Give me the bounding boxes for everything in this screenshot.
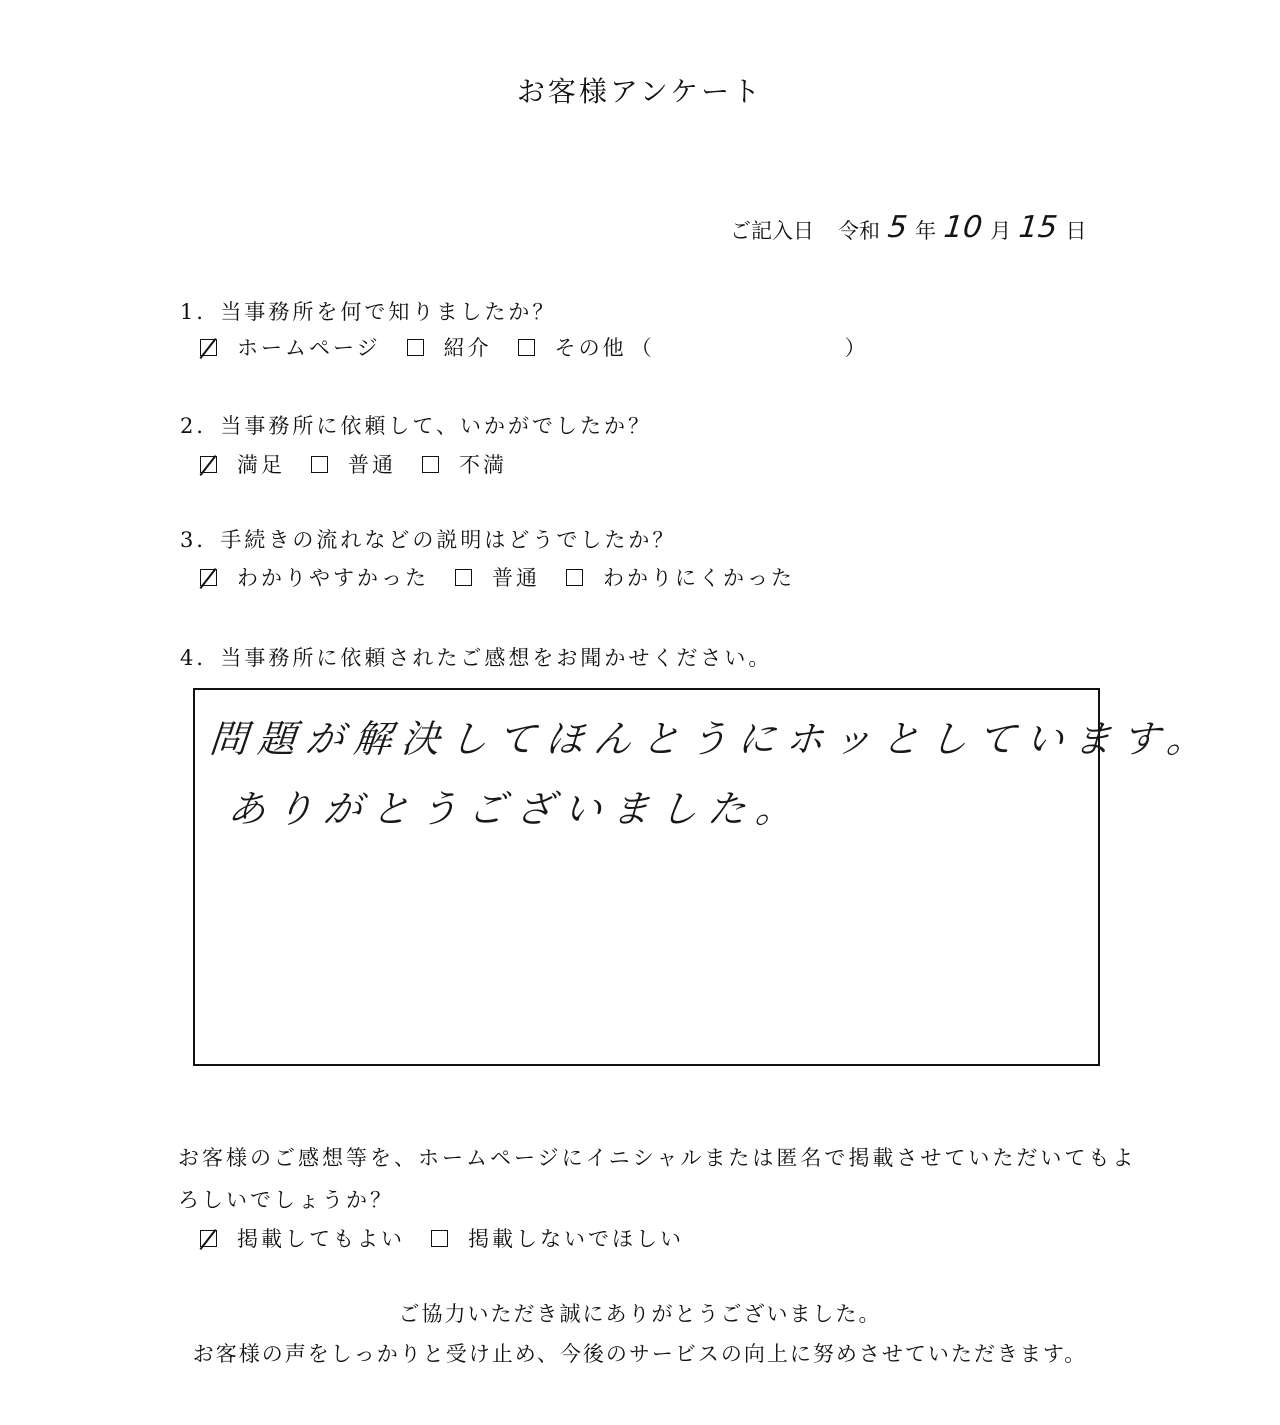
other-paren-close: ） <box>844 336 869 360</box>
date-label: ご記入日 <box>730 219 814 243</box>
option-easy[interactable] <box>200 562 429 592</box>
consent-question-line-1: お客様のご感想等を、ホームページにイニシャルまたは匿名で掲載させていただいてもよ <box>178 1146 1137 1170</box>
option-label: 満足 <box>237 453 285 477</box>
question-3-options <box>200 562 821 592</box>
date-era: 令和 <box>838 219 880 243</box>
consent-question-line-2: ろしいでしょうか？ <box>178 1188 394 1212</box>
checkbox-publish-ok[interactable] <box>200 1230 217 1247</box>
option-other[interactable] <box>518 332 869 362</box>
checkbox-dissatisfied[interactable] <box>422 456 439 473</box>
question-2-options <box>200 449 533 479</box>
option-normal[interactable] <box>455 562 540 592</box>
checkbox-homepage[interactable] <box>200 339 217 356</box>
date-day-value: 15 <box>1017 210 1060 245</box>
option-label: 紹介 <box>443 336 492 360</box>
option-normal[interactable] <box>311 449 396 479</box>
checkbox-normal[interactable] <box>311 456 328 473</box>
option-label: わかりにくかった <box>603 566 795 590</box>
question-3: 3．手続きの流れなどの説明はどうでしたか？ <box>180 528 677 552</box>
option-label: 普通 <box>492 566 540 590</box>
option-satisfied[interactable] <box>200 449 285 479</box>
option-label: 普通 <box>348 453 396 477</box>
option-label: わかりやすかった <box>237 566 429 590</box>
question-4: 4．当事務所に依頼されたご感想をお聞かせください。 <box>180 646 773 670</box>
option-dissatisfied[interactable] <box>422 449 507 479</box>
option-publish-ok[interactable] <box>200 1223 405 1253</box>
option-label: 不満 <box>459 453 507 477</box>
date-day-unit: 日 <box>1065 219 1087 243</box>
option-publish-no[interactable] <box>431 1223 684 1253</box>
footer-message: お客様の声をしっかりと受け止め、今後のサービスの向上に努めさせていただきます。 <box>192 1342 1088 1366</box>
page-title: お客様アンケート <box>516 75 764 108</box>
option-hard[interactable] <box>566 562 795 592</box>
question-1-options <box>200 332 895 362</box>
date-field <box>730 210 1086 245</box>
date-month-value: 10 <box>942 210 985 245</box>
checkbox-satisfied[interactable] <box>200 456 217 473</box>
option-label: 掲載してもよい <box>237 1227 405 1251</box>
comment-line-2: ありがとうございました。 <box>225 787 806 831</box>
date-month-unit: 月 <box>990 219 1012 243</box>
option-label: ホームページ <box>237 336 381 360</box>
date-year-unit: 年 <box>915 219 937 243</box>
question-2: 2．当事務所に依頼して、いかがでしたか？ <box>180 414 652 438</box>
option-homepage[interactable] <box>200 332 381 362</box>
checkbox-easy[interactable] <box>200 569 217 586</box>
option-label: 掲載しないでほしい <box>468 1227 684 1251</box>
checkbox-normal[interactable] <box>455 569 472 586</box>
footer-thanks: ご協力いただき誠にありがとうございました。 <box>398 1302 882 1326</box>
consent-options <box>200 1223 710 1253</box>
checkbox-referral[interactable] <box>407 339 424 356</box>
option-referral[interactable] <box>407 332 492 362</box>
date-year-value: 5 <box>886 210 909 245</box>
checkbox-other[interactable] <box>518 339 535 356</box>
other-paren-open: （ <box>630 336 655 360</box>
comment-line-1: 問題が解決してほんとうにホッとしています。 <box>207 717 1217 761</box>
checkbox-hard[interactable] <box>566 569 583 586</box>
question-1: 1．当事務所を何で知りましたか？ <box>180 300 557 324</box>
checkbox-publish-no[interactable] <box>431 1230 448 1247</box>
option-label: その他 <box>554 336 627 360</box>
